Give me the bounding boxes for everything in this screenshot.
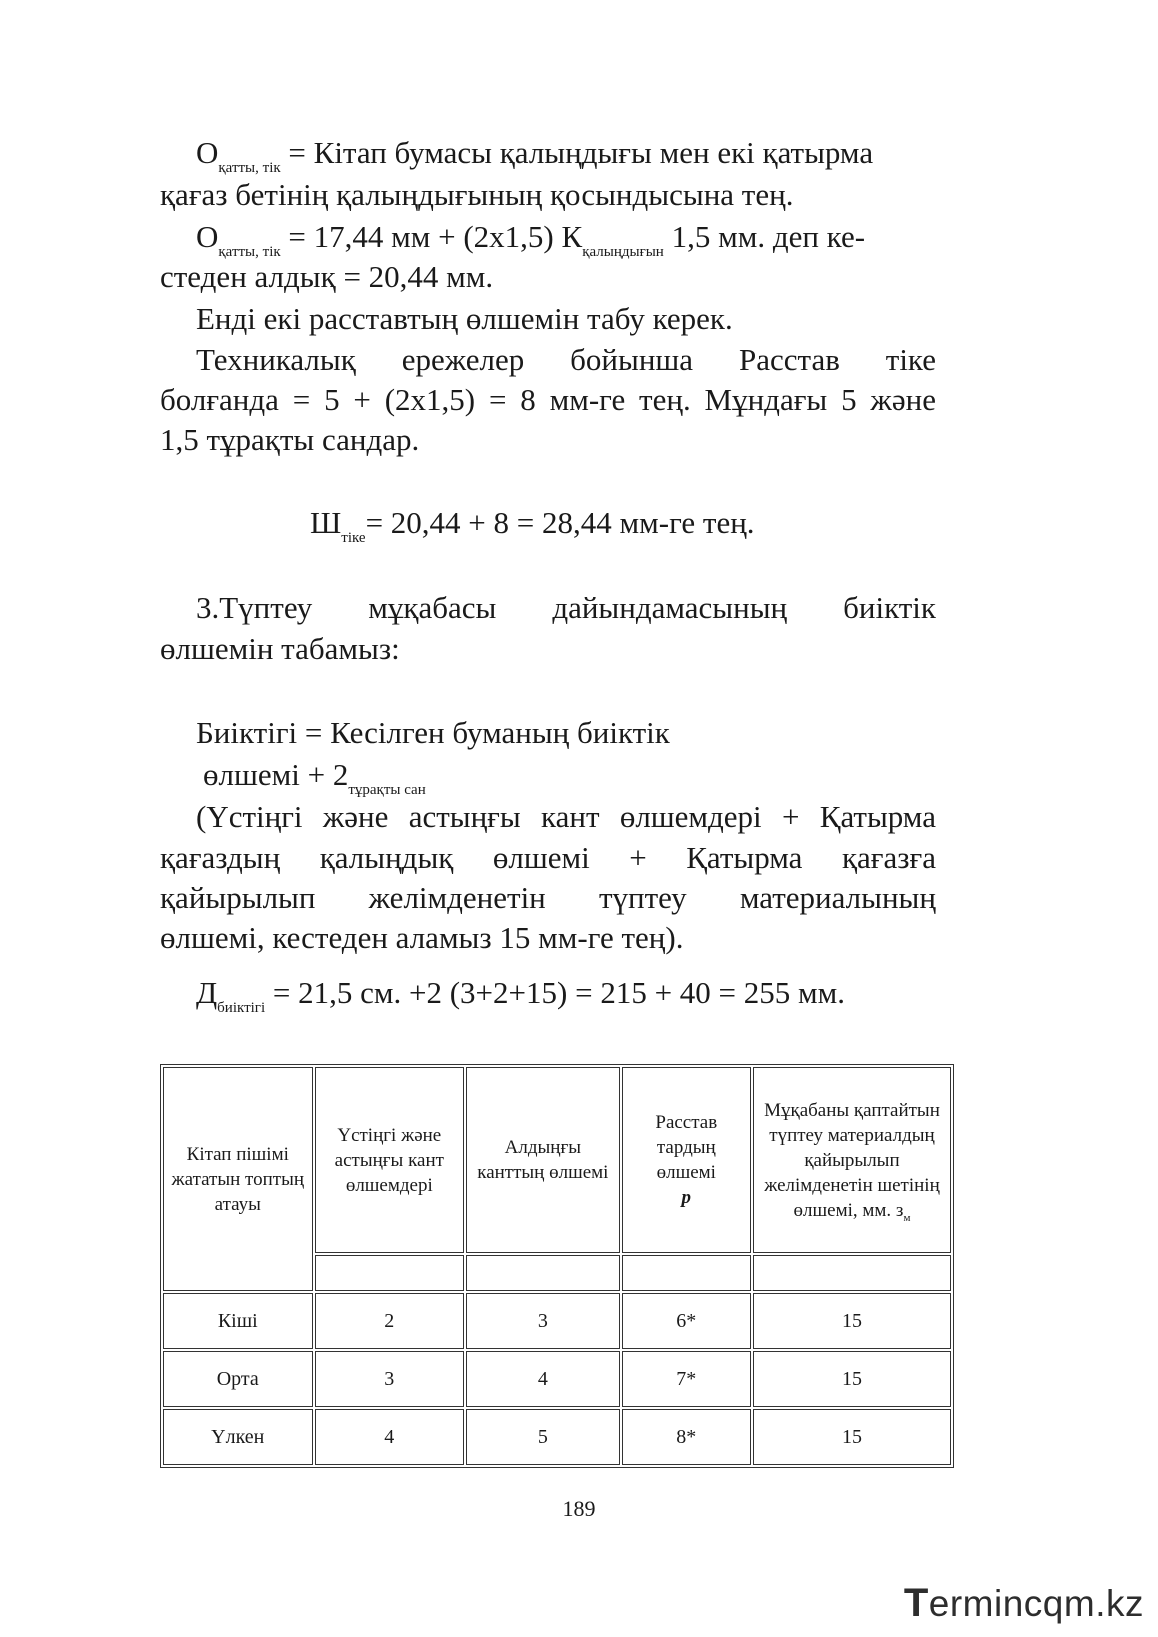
- table-row: [163, 1293, 951, 1349]
- empty-cell: [466, 1255, 620, 1291]
- text: 1,5 мм. деп ке-: [671, 219, 866, 254]
- empty-cell: [622, 1255, 751, 1291]
- word: болғанда: [160, 382, 279, 417]
- header-fold-width: [753, 1067, 951, 1253]
- paragraph-7-line-2: [160, 838, 936, 878]
- word: (2х1,5): [384, 382, 476, 417]
- table-cell: 3: [315, 1351, 465, 1407]
- word: қағаздың: [160, 840, 281, 875]
- word: 5: [841, 382, 857, 417]
- word: биіктік: [843, 590, 936, 625]
- word: Мұндағы: [704, 382, 828, 417]
- word: (Үстіңгі: [196, 799, 303, 834]
- watermark-text: ermincq: [928, 1583, 1064, 1624]
- formula-width: [310, 503, 755, 546]
- header-top-bottom-edge: Үстіңгі және астыңғы кант өлшемдері: [315, 1067, 465, 1253]
- paragraph-7-line-4: өлшемі, кестеден аламыз 15 мм-ге тең).: [160, 920, 684, 955]
- text: = Кітап бумасы қалыңдығы мен екі қатырма: [288, 135, 874, 170]
- text: = 17,44 мм + (2х1,5) К: [288, 219, 583, 254]
- subscript: тұрақты сан: [348, 782, 426, 798]
- header-spacing-label: Расстав тардың өлшемі: [655, 1112, 718, 1183]
- subscript: тіке: [341, 530, 366, 546]
- table-cell: Кіші: [163, 1293, 313, 1349]
- table-cell: 4: [315, 1409, 465, 1465]
- word: қағазға: [841, 840, 936, 875]
- paragraph-3: Енді екі расставтың өлшемін табу керек.: [196, 301, 733, 336]
- table-cell: Үлкен: [163, 1409, 313, 1465]
- word: +: [629, 840, 647, 875]
- text: = 21,5 см. +2 (3+2+15) = 215 + 40 = 255 мм.: [272, 975, 846, 1010]
- table-cell: Орта: [163, 1351, 313, 1407]
- table-row: [163, 1409, 951, 1465]
- word: және: [870, 382, 936, 417]
- watermark-domain: m.kz: [1063, 1583, 1144, 1624]
- word: Техникалық: [196, 342, 356, 377]
- paragraph-7-line-1: [196, 797, 936, 837]
- word: +: [781, 799, 800, 834]
- header-fold-width-sub: м: [903, 1211, 911, 1224]
- word: тең.: [639, 382, 691, 417]
- word: материалының: [739, 880, 936, 915]
- subscript: қалыңдығын: [582, 244, 664, 260]
- paragraph-6-line-2: [203, 755, 426, 798]
- paragraph-4-line-2: [160, 380, 936, 420]
- word: тіке: [885, 342, 936, 377]
- dimensions-table: [160, 1064, 954, 1468]
- word: желімденетін: [368, 880, 546, 915]
- table-row: [163, 1351, 951, 1407]
- subscript: қатты, тік: [218, 160, 281, 176]
- header-spacing-symbol: p: [681, 1187, 692, 1208]
- word: Расстав: [739, 342, 840, 377]
- subscript: биіктігі: [217, 1000, 266, 1016]
- header-front-edge: Алдыңғы канттың өлшемі: [466, 1067, 620, 1253]
- paragraph-4-line-3: 1,5 тұрақты сандар.: [160, 422, 420, 457]
- word: дайындамасының: [552, 590, 788, 625]
- word: мұқабасы: [368, 590, 497, 625]
- word: мм-ге: [549, 382, 626, 417]
- word: =: [292, 382, 311, 417]
- word: өлшемі: [492, 840, 590, 875]
- table-cell: 2: [315, 1293, 465, 1349]
- table-cell: 15: [753, 1351, 951, 1407]
- page-number: 189: [562, 1496, 596, 1521]
- word: түптеу: [598, 880, 687, 915]
- table-cell: 15: [753, 1293, 951, 1349]
- paragraph-2-line-1: [196, 217, 866, 260]
- table-cell: 3: [466, 1293, 620, 1349]
- text: = 20,44 + 8 = 28,44 мм-ге тең.: [365, 505, 755, 540]
- word: кант: [541, 799, 600, 834]
- word: қалыңдық: [319, 840, 454, 875]
- word: 3.Түптеу: [196, 590, 313, 625]
- formula-height: [196, 973, 846, 1016]
- text: О: [196, 135, 219, 170]
- word: Қатырма: [819, 799, 936, 834]
- text: Д: [196, 975, 218, 1010]
- paragraph-7-line-3: [160, 878, 936, 918]
- table-cell: 6*: [622, 1293, 751, 1349]
- paragraph-6-line-1: Биіктігі = Кесілген буманың биіктік: [196, 715, 670, 750]
- word: астыңғы: [408, 799, 521, 834]
- word: өлшемдері: [619, 799, 762, 834]
- word: және: [322, 799, 389, 834]
- paragraph-1-line-2: қағаз бетінің қалыңдығының қосындысына тең.: [160, 177, 794, 212]
- empty-cell: [753, 1255, 951, 1291]
- paragraph-5-line-1: [196, 588, 936, 628]
- table-cell: 7*: [622, 1351, 751, 1407]
- word: бойынша: [570, 342, 694, 377]
- watermark-logo: [904, 1581, 1144, 1626]
- paragraph-4-line-1: [196, 340, 936, 380]
- paragraph-2-line-2: стеден алдық = 20,44 мм.: [160, 259, 494, 294]
- word: 5: [324, 382, 340, 417]
- watermark-initial: T: [903, 1581, 929, 1625]
- empty-cell: [315, 1255, 465, 1291]
- table-cell: 4: [466, 1351, 620, 1407]
- header-fold-width-label: Мұқабаны қаптайтын түптеу материалдың қайырылып желімденетін шетінің өлшемі, мм. з: [764, 1099, 940, 1221]
- table-cell: 15: [753, 1409, 951, 1465]
- subscript: қатты, тік: [218, 244, 281, 260]
- word: =: [488, 382, 507, 417]
- header-group-name: Кітап пішімі жататын топтың атауы: [163, 1067, 313, 1291]
- text: өлшемі + 2: [203, 757, 349, 792]
- paragraph-1-line-1: [196, 133, 874, 176]
- paragraph-5-line-2: өлшемін табамыз:: [160, 631, 400, 666]
- word: +: [353, 382, 371, 417]
- word: ережелер: [401, 342, 525, 377]
- header-spacing: [622, 1067, 751, 1253]
- word: Қатырма: [686, 840, 803, 875]
- table-cell: 8*: [622, 1409, 751, 1465]
- text: О: [196, 219, 219, 254]
- table-header-row: [163, 1067, 951, 1253]
- text: Ш: [310, 505, 342, 540]
- word: 8: [520, 382, 536, 417]
- word: қайырылып: [160, 880, 316, 915]
- table-cell: 5: [466, 1409, 620, 1465]
